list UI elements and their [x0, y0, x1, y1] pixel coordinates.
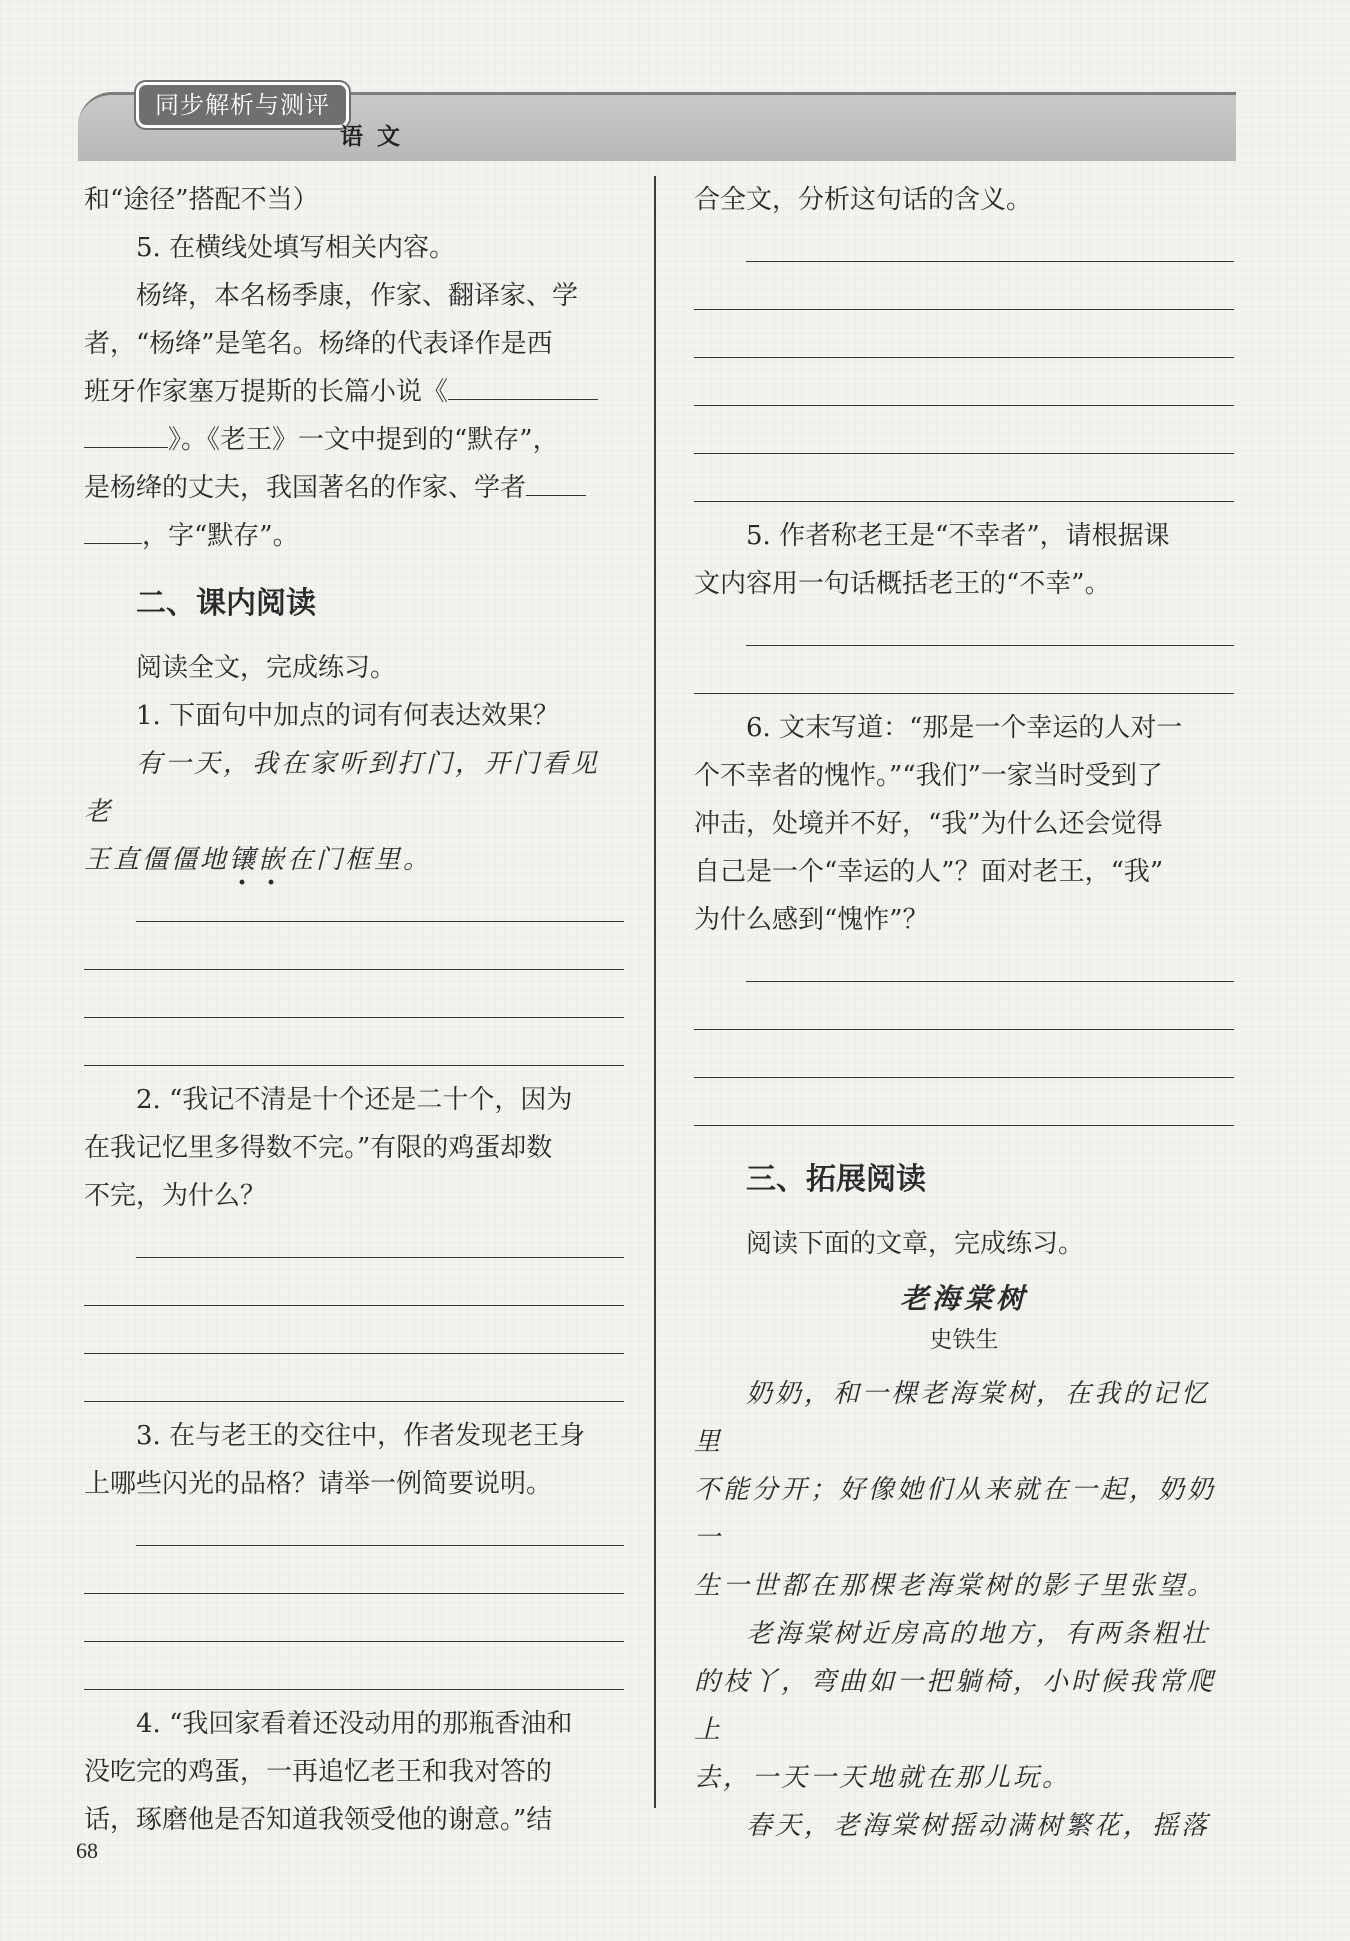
- question-6-line: 冲击，处境并不好，“我”为什么还会觉得: [694, 809, 1163, 839]
- article-line: 生一世都在那棵老海棠树的影子里张望。: [694, 1571, 1217, 1601]
- question-3-line: 3. 在与老王的交往中，作者发现老王身: [136, 1421, 586, 1451]
- fill-blank-novel-title[interactable]: [448, 369, 598, 400]
- left-column: [84, 176, 624, 1844]
- answer-line[interactable]: [694, 320, 1234, 368]
- text-line: 者，“杨绛”是笔名。杨绛的代表译作是西: [84, 329, 553, 359]
- text-line: [84, 416, 624, 464]
- article-line: 春天，老海棠树摇动满树繁花，摇落: [746, 1811, 1211, 1841]
- fill-blank-husband-name[interactable]: [526, 465, 586, 496]
- answer-line[interactable]: [694, 272, 1234, 320]
- article-line: 老海棠树近房高的地方，有两条粗壮: [746, 1619, 1211, 1649]
- question-4-line: 合全文，分析这句话的含义。: [694, 185, 1033, 215]
- answer-line[interactable]: [84, 1364, 624, 1412]
- text-fragment: 王直僵僵地: [84, 845, 230, 875]
- answer-line[interactable]: [84, 1316, 624, 1364]
- text-line: 和“途径”搭配不当）: [84, 185, 319, 215]
- answer-line[interactable]: [84, 1556, 624, 1604]
- article-title: 老海棠树: [899, 1282, 1028, 1315]
- header-subject: 语文: [340, 124, 414, 150]
- question-4-line: 话，琢磨他是否知道我领受他的谢意。”结: [84, 1805, 553, 1835]
- answer-line[interactable]: [84, 1652, 624, 1700]
- answer-line[interactable]: [84, 932, 624, 980]
- answer-line[interactable]: [694, 992, 1234, 1040]
- article-author: 史铁生: [929, 1327, 999, 1353]
- answer-line[interactable]: [694, 224, 1234, 272]
- quote-line: 有一天，我在家听到打门，开门看见老: [84, 749, 601, 827]
- question-4-line: 没吃完的鸡蛋，一再追忆老王和我对答的: [84, 1757, 553, 1787]
- column-divider: [654, 176, 656, 1808]
- question-6-line: 为什么感到“愧怍”？: [694, 905, 929, 935]
- question-6-line: 6. 文末写道：“那是一个幸运的人对一: [746, 713, 1183, 743]
- question-1-heading: 1. 下面句中加点的词有何表达效果？: [136, 701, 560, 731]
- answer-line[interactable]: [84, 980, 624, 1028]
- text-line: [84, 368, 624, 416]
- question-5-line: 文内容用一句话概括老王的“不幸”。: [694, 569, 1111, 599]
- text-fragment: 班牙作家塞万提斯的长篇小说《: [84, 377, 449, 407]
- answer-line[interactable]: [694, 1040, 1234, 1088]
- question-5-line: 5. 作者称老王是“不幸者”，请根据课: [746, 521, 1170, 551]
- answer-line[interactable]: [84, 1220, 624, 1268]
- header-tab: 同步解析与测评: [136, 82, 349, 128]
- fill-blank-husband-name-cont[interactable]: [84, 513, 142, 544]
- article-line: 奶奶，和一棵老海棠树，在我的记忆里: [694, 1379, 1211, 1457]
- question-2-line: 不完，为什么？: [84, 1181, 267, 1211]
- dotted-word: 镶: [229, 845, 259, 875]
- answer-line[interactable]: [694, 608, 1234, 656]
- answer-line[interactable]: [694, 416, 1234, 464]
- dotted-word: 嵌: [258, 845, 288, 875]
- right-column: [694, 176, 1234, 1850]
- text-line: [84, 512, 624, 560]
- article-line: 不能分开；好像她们从来就在一起，奶奶一: [694, 1475, 1217, 1553]
- text-line: 杨绛，本名杨季康，作家、翻译家、学: [136, 281, 579, 311]
- text-line: [84, 464, 624, 512]
- answer-line[interactable]: [84, 1268, 624, 1316]
- quote-line: [84, 836, 624, 884]
- fill-blank-novel-title-cont[interactable]: [84, 417, 168, 448]
- text-fragment: 在门框里。: [287, 845, 433, 875]
- article-line: 去，一天一天地就在那儿玩。: [694, 1763, 1072, 1793]
- answer-line[interactable]: [694, 944, 1234, 992]
- answer-line[interactable]: [694, 464, 1234, 512]
- question-6-line: 个不幸者的愧怍。”“我们”一家当时受到了: [694, 761, 1163, 791]
- text-fragment: 是杨绛的丈夫，我国著名的作家、学者: [84, 473, 527, 503]
- answer-line[interactable]: [694, 368, 1234, 416]
- answer-line[interactable]: [84, 1604, 624, 1652]
- answer-line[interactable]: [84, 1028, 624, 1076]
- instruction: 阅读下面的文章，完成练习。: [746, 1229, 1085, 1259]
- instruction: 阅读全文，完成练习。: [136, 653, 397, 683]
- question-2-line: 在我记忆里多得数不完。”有限的鸡蛋却数: [84, 1133, 553, 1163]
- question-2-line: 2. “我记不清是十个还是二十个，因为: [136, 1085, 573, 1115]
- page-number: 68: [76, 1838, 98, 1863]
- section-title: 三、拓展阅读: [746, 1162, 926, 1197]
- text-fragment: 》。《老王》一文中提到的“默存”，: [168, 425, 559, 455]
- text-fragment: ，字“默存”。: [142, 521, 299, 551]
- question-4-line: 4. “我回家看着还没动用的那瓶香油和: [136, 1709, 573, 1739]
- answer-line[interactable]: [694, 1088, 1234, 1136]
- answer-line[interactable]: [84, 1508, 624, 1556]
- article-line: 的枝丫，弯曲如一把躺椅，小时候我常爬上: [694, 1667, 1217, 1745]
- answer-line[interactable]: [84, 884, 624, 932]
- question-5-heading: 5. 在横线处填写相关内容。: [136, 233, 456, 263]
- section-title: 二、课内阅读: [136, 586, 316, 621]
- question-3-line: 上哪些闪光的品格？请举一例简要说明。: [84, 1469, 553, 1499]
- answer-line[interactable]: [694, 656, 1234, 704]
- question-6-line: 自己是一个“幸运的人”？面对老王，“我”: [694, 857, 1164, 887]
